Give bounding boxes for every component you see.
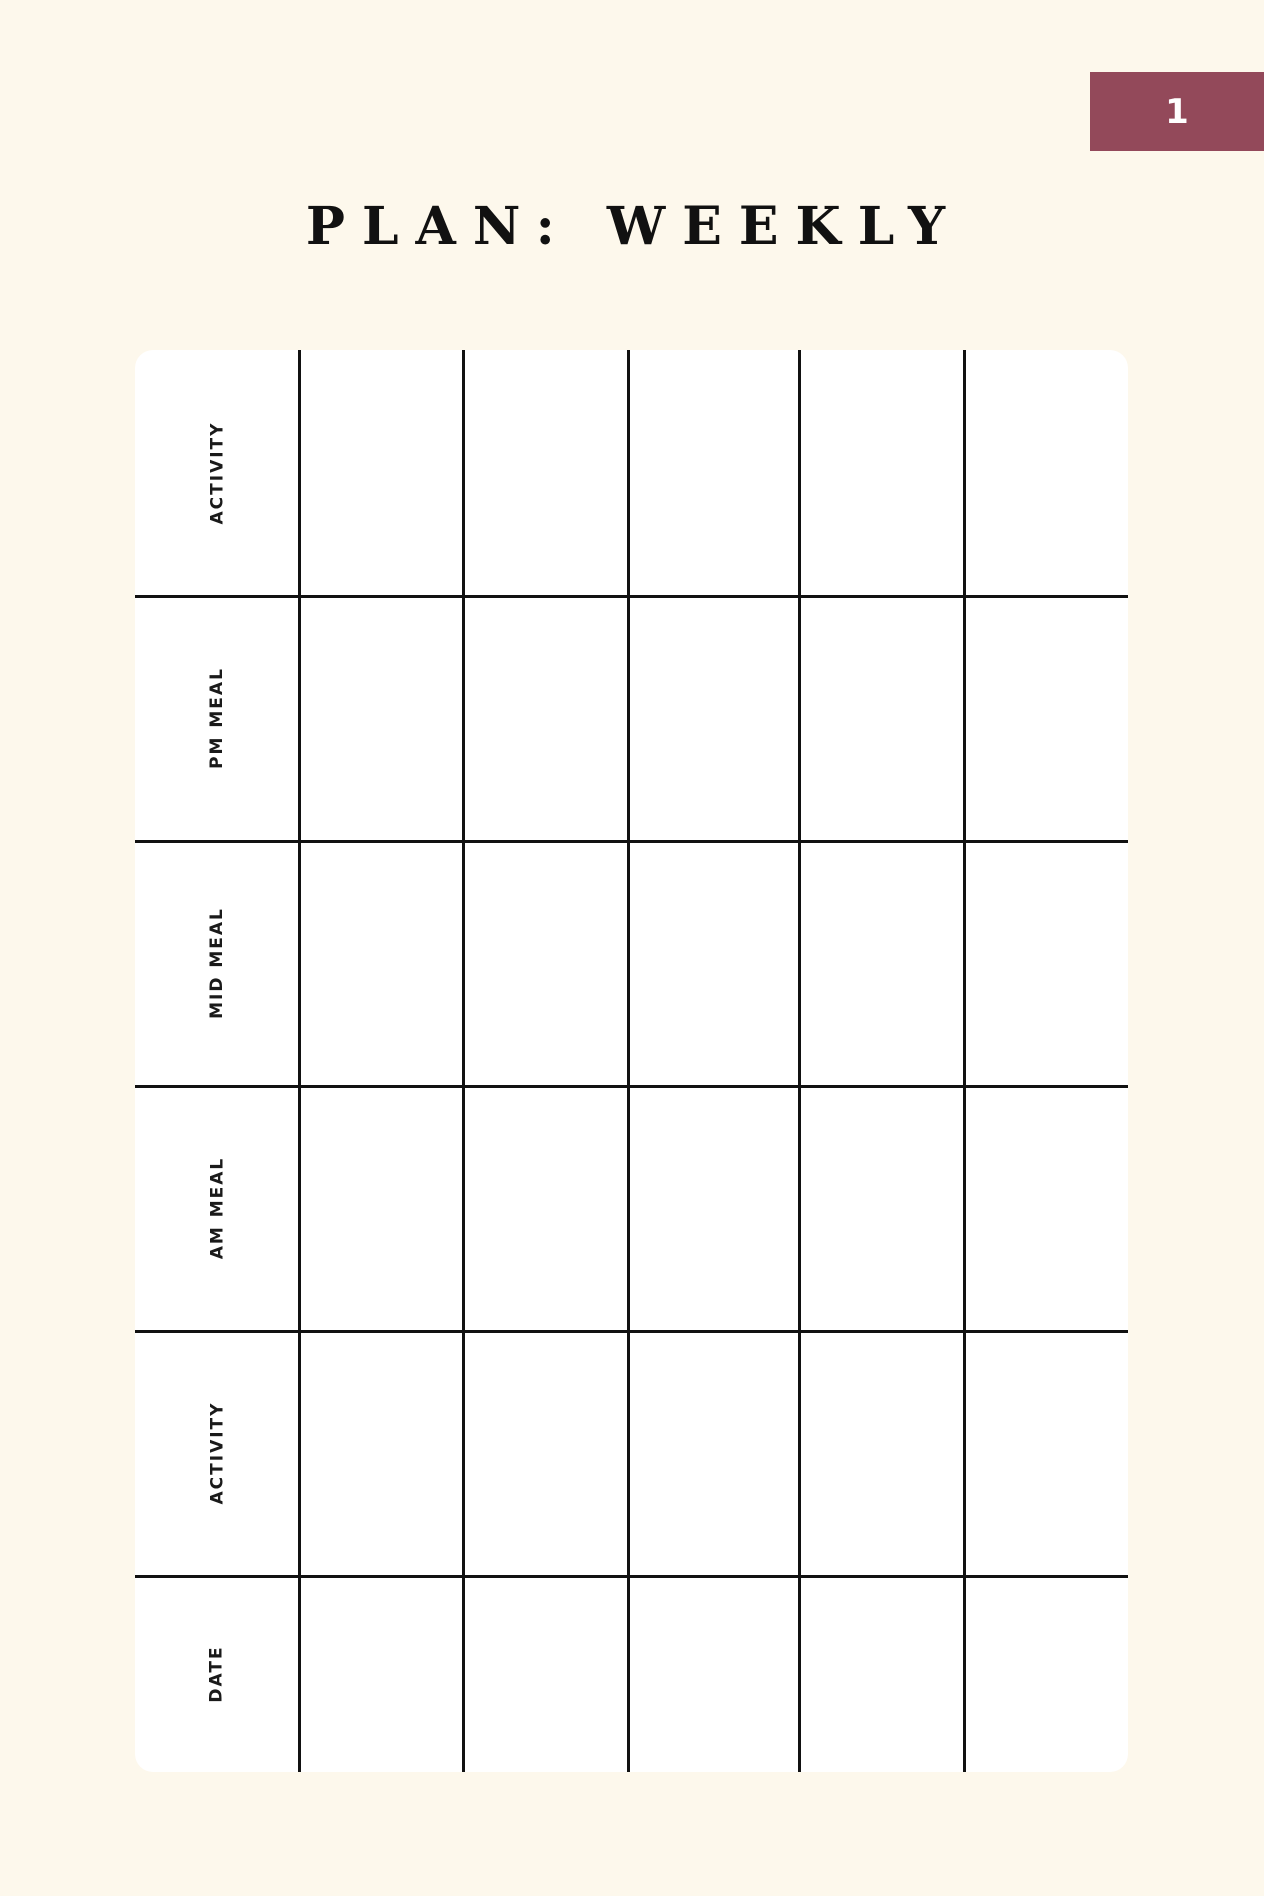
row-label-activity-bottom: ACTIVITY	[206, 1401, 227, 1504]
cell-pm-meal-day-1[interactable]	[300, 597, 462, 840]
row-label-am-meal: AM MEAL	[206, 1156, 227, 1259]
cell-am-meal-day-3[interactable]	[629, 1087, 798, 1330]
cell-activity-top-day-1[interactable]	[300, 350, 462, 595]
cell-date-day-4[interactable]	[800, 1577, 963, 1770]
row-label-pm-meal: PM MEAL	[206, 666, 227, 769]
cell-am-meal-day-1[interactable]	[300, 1087, 462, 1330]
page-title: PLAN: WEEKLY	[305, 196, 963, 257]
cell-activity-top-day-4[interactable]	[800, 350, 963, 595]
cell-date-day-3[interactable]	[629, 1577, 798, 1770]
cell-activity-top-day-3[interactable]	[629, 350, 798, 595]
cell-date-day-5[interactable]	[965, 1577, 1126, 1770]
cell-am-meal-day-4[interactable]	[800, 1087, 963, 1330]
cell-mid-meal-day-5[interactable]	[965, 842, 1126, 1085]
page-number: 1	[1165, 91, 1189, 132]
cell-activity-bottom-day-1[interactable]	[300, 1332, 462, 1575]
row-label-date: DATE	[206, 1644, 227, 1703]
cell-mid-meal-day-2[interactable]	[464, 842, 627, 1085]
cell-activity-bottom-day-3[interactable]	[629, 1332, 798, 1575]
cell-activity-bottom-day-4[interactable]	[800, 1332, 963, 1575]
page-number-badge	[1090, 72, 1264, 151]
cell-activity-top-day-2[interactable]	[464, 350, 627, 595]
cell-activity-top-day-5[interactable]	[965, 350, 1126, 595]
row-label-mid-meal: MID MEAL	[206, 906, 227, 1019]
cell-date-day-1[interactable]	[300, 1577, 462, 1770]
row-label-activity-top: ACTIVITY	[206, 421, 227, 524]
cell-mid-meal-day-4[interactable]	[800, 842, 963, 1085]
cell-date-day-2[interactable]	[464, 1577, 627, 1770]
cell-mid-meal-day-3[interactable]	[629, 842, 798, 1085]
cell-pm-meal-day-5[interactable]	[965, 597, 1126, 840]
cell-activity-bottom-day-5[interactable]	[965, 1332, 1126, 1575]
cell-mid-meal-day-1[interactable]	[300, 842, 462, 1085]
cell-pm-meal-day-4[interactable]	[800, 597, 963, 840]
cell-am-meal-day-2[interactable]	[464, 1087, 627, 1330]
cell-pm-meal-day-2[interactable]	[464, 597, 627, 840]
cell-activity-bottom-day-2[interactable]	[464, 1332, 627, 1575]
cell-am-meal-day-5[interactable]	[965, 1087, 1126, 1330]
cell-pm-meal-day-3[interactable]	[629, 597, 798, 840]
